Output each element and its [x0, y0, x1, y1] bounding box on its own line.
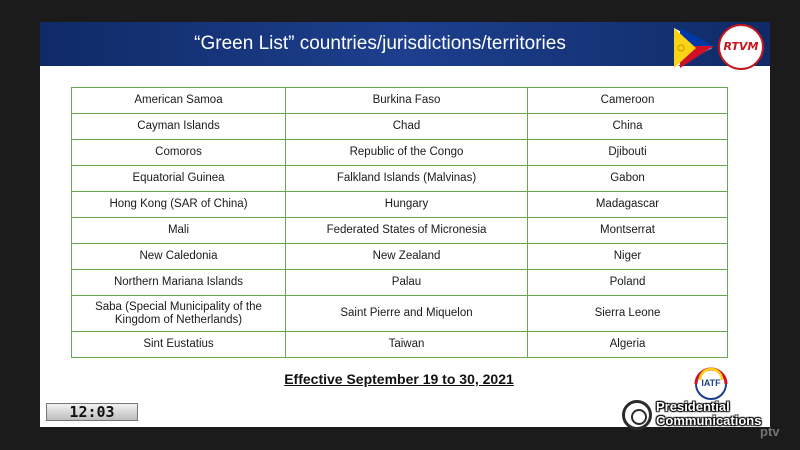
table-cell: Republic of the Congo: [286, 140, 528, 166]
presentation-slide: [40, 22, 770, 427]
table-cell: China: [528, 114, 728, 140]
table-cell: New Caledonia: [72, 244, 286, 270]
slide-title-bar: [40, 22, 770, 66]
table-row: [72, 296, 728, 332]
table-cell: Hungary: [286, 192, 528, 218]
table-cell: Montserrat: [528, 218, 728, 244]
table-row: [72, 244, 728, 270]
broadcaster-logos: [670, 22, 770, 76]
table-row: [72, 218, 728, 244]
pcoo-seal-icon: [622, 400, 652, 430]
table-cell: New Zealand: [286, 244, 528, 270]
table-cell: American Samoa: [72, 88, 286, 114]
table-cell: Saint Pierre and Miquelon: [286, 296, 528, 332]
table-cell: Gabon: [528, 166, 728, 192]
broadcast-clock: 12:03: [46, 403, 138, 421]
table-cell: Northern Mariana Islands: [72, 270, 286, 296]
table-cell: Mali: [72, 218, 286, 244]
table-cell: Federated States of Micronesia: [286, 218, 528, 244]
green-list-table: [71, 87, 728, 358]
table-cell: Djibouti: [528, 140, 728, 166]
table-cell: Taiwan: [286, 332, 528, 358]
table-cell: Cameroon: [528, 88, 728, 114]
table-cell: Palau: [286, 270, 528, 296]
iatf-label: IATF: [701, 378, 721, 388]
table-row: [72, 192, 728, 218]
table-row: [72, 166, 728, 192]
table-cell: Hong Kong (SAR of China): [72, 192, 286, 218]
table-cell: Comoros: [72, 140, 286, 166]
pcoo-line-1: Presidential: [656, 399, 730, 414]
pcoo-line-2: Communications: [656, 413, 762, 428]
philippine-flag-icon: [672, 24, 716, 68]
table-cell: Burkina Faso: [286, 88, 528, 114]
table-row: [72, 332, 728, 358]
table-cell: Madagascar: [528, 192, 728, 218]
table-row: [72, 88, 728, 114]
iatf-logo-icon: [692, 366, 730, 402]
slide-title: “Green List” countries/jurisdictions/territories: [194, 33, 566, 54]
table-row: [72, 270, 728, 296]
table-cell: Saba (Special Municipality of the Kingdom of Netherlands): [72, 296, 286, 332]
table-cell: Cayman Islands: [72, 114, 286, 140]
rtvm-logo-text: RTVM: [723, 40, 759, 53]
effective-date-text: Effective September 19 to 30, 2021: [284, 371, 514, 387]
table-cell: Sierra Leone: [528, 296, 728, 332]
table-cell: Poland: [528, 270, 728, 296]
table-row: [72, 114, 728, 140]
table-cell: Niger: [528, 244, 728, 270]
table-row: [72, 140, 728, 166]
rtvm-logo-icon: [718, 24, 764, 70]
table-cell: Falkland Islands (Malvinas): [286, 166, 528, 192]
table-cell: Algeria: [528, 332, 728, 358]
ptv-watermark: ptv: [760, 424, 780, 439]
table-cell: Sint Eustatius: [72, 332, 286, 358]
table-cell: Equatorial Guinea: [72, 166, 286, 192]
table-cell: Chad: [286, 114, 528, 140]
